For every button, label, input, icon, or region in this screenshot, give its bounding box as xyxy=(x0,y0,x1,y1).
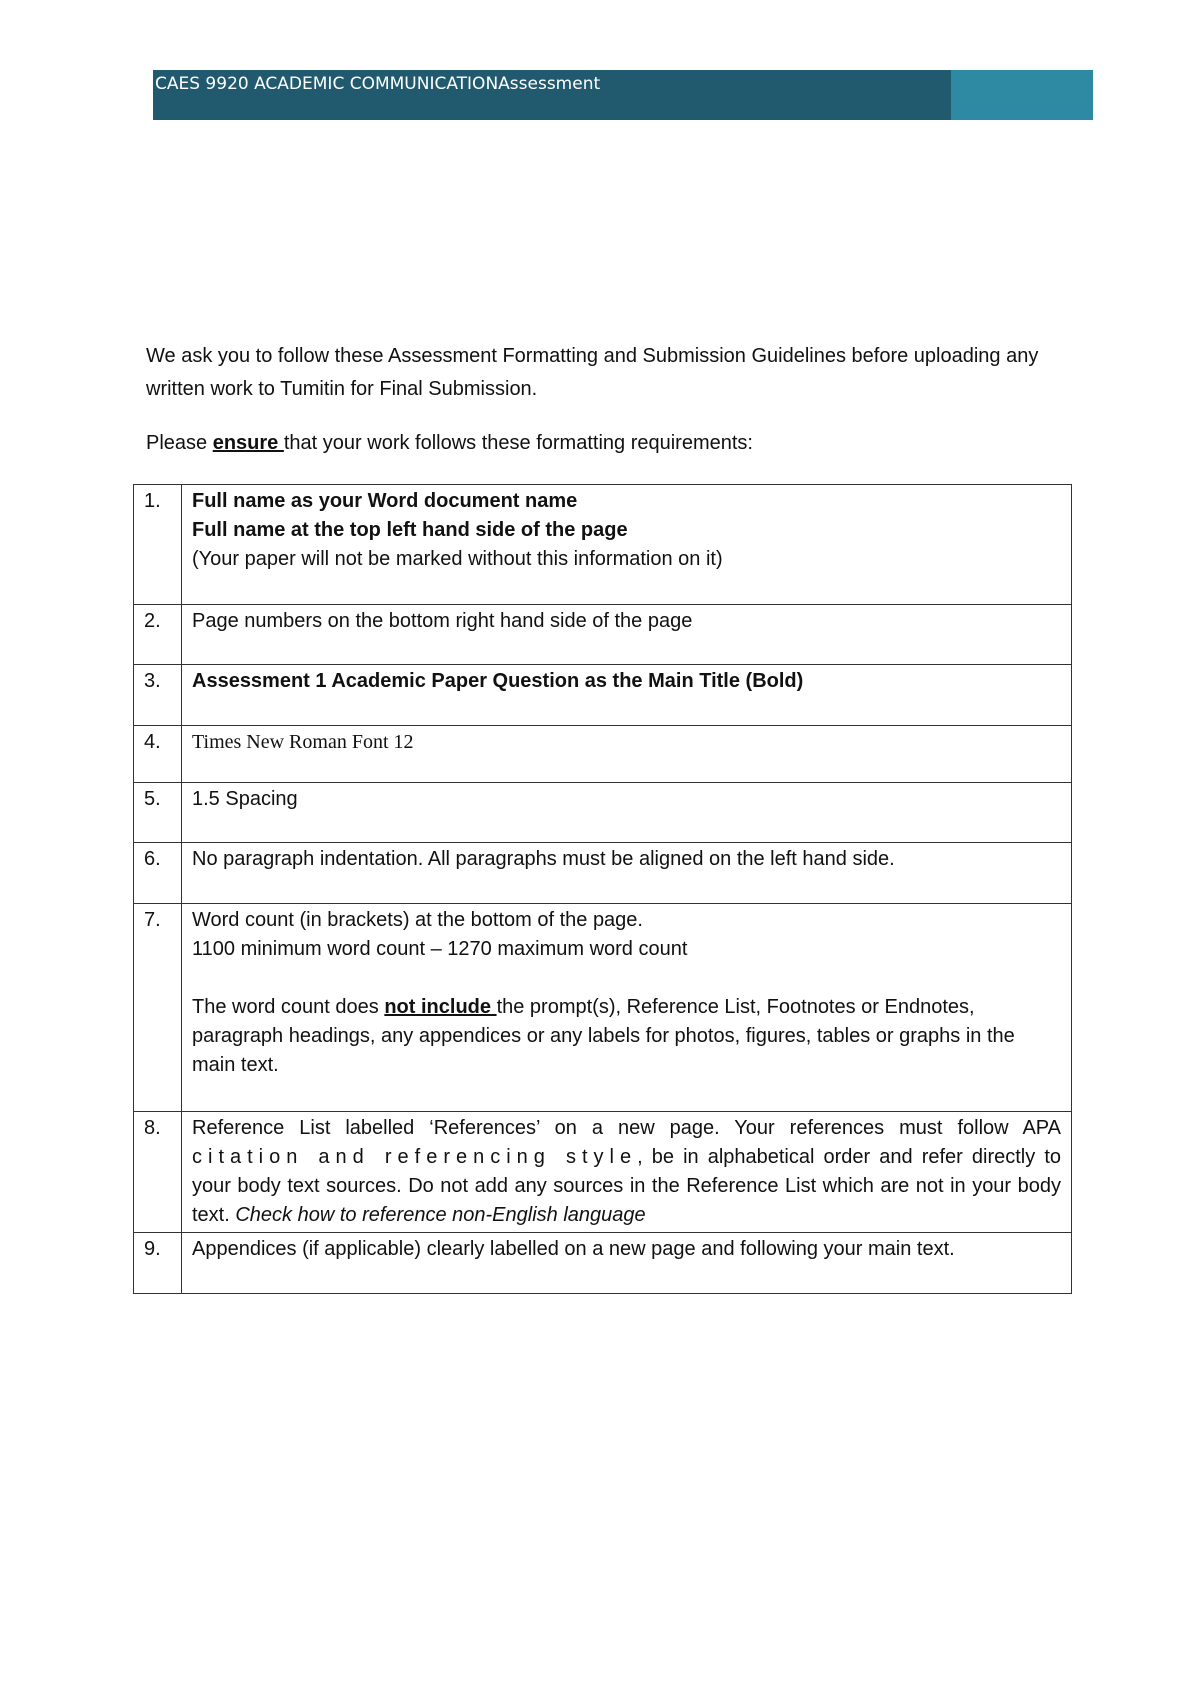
row-number: 9. xyxy=(134,1233,182,1294)
table-row xyxy=(134,1233,1072,1294)
row-number: 6. xyxy=(134,843,182,904)
row-number: 5. xyxy=(134,783,182,843)
req-6-text: No paragraph indentation. All paragraphs must be aligned on the left hand side. xyxy=(182,843,1072,904)
table-row xyxy=(134,665,1072,726)
header-bar xyxy=(153,70,951,120)
row-number: 7. xyxy=(134,904,182,1112)
row-number: 4. xyxy=(134,726,182,783)
req-5-text: 1.5 Spacing xyxy=(182,783,1072,843)
requirements-table xyxy=(133,484,1072,1294)
intro-instruction-emphasis: ensure xyxy=(212,432,284,454)
row-content xyxy=(182,904,1072,1112)
req-1-note: (Your paper will not be marked without this information on it) xyxy=(192,548,723,570)
row-content xyxy=(182,1112,1072,1233)
table-row xyxy=(134,605,1072,665)
row-number: 2. xyxy=(134,605,182,665)
req-8-italic: Check how to reference non-English language xyxy=(235,1204,646,1226)
intro-paragraph: We ask you to follow these Assessment Formatting and Submission Guidelines before uploading any written work to Tumitin for Final Submission. xyxy=(146,345,1039,400)
req-7-para-post: the prompt(s), Reference List, Footnotes or Endnotes, paragraph headings, any appendices or any labels for photos, figures, tables or graphs in the main text. xyxy=(192,996,1015,1076)
row-number: 3. xyxy=(134,665,182,726)
intro-instruction-post: that your work follows these formatting requirements: xyxy=(283,432,753,454)
req-7-paragraph xyxy=(192,993,1061,1080)
table-row xyxy=(134,843,1072,904)
intro-instruction-pre: Please xyxy=(146,432,213,454)
req-8-mid: , be in alphabetical order and refer directly to your body text sources. Do not add any sources in the Reference List which are not in your body text. xyxy=(192,1146,1061,1226)
header-title: CAES 9920 ACADEMIC COMMUNICATIONAssessment xyxy=(155,74,601,94)
req-7-para-pre: The word count does xyxy=(192,996,385,1018)
table-row xyxy=(134,1112,1072,1233)
table-row xyxy=(134,783,1072,843)
req-7-line1: Word count (in brackets) at the bottom of the page. xyxy=(192,909,643,931)
row-content xyxy=(182,485,1072,605)
req-9-text: Appendices (if applicable) clearly labelled on a new page and following your main text. xyxy=(182,1233,1072,1294)
row-number: 8. xyxy=(134,1112,182,1233)
req-8-pre: Reference List labelled ‘References’ on a new page. Your references must follow APA xyxy=(192,1117,1061,1139)
req-1-line1: Full name as your Word document name xyxy=(192,490,578,512)
req-2-text: Page numbers on the bottom right hand side of the page xyxy=(182,605,1072,665)
req-7-para-emphasis: not include xyxy=(384,996,497,1018)
req-8-spaced: citation and referencing style xyxy=(192,1146,638,1168)
intro-section xyxy=(146,340,1046,460)
req-3-text: Assessment 1 Academic Paper Question as the Main Title (Bold) xyxy=(182,665,1072,726)
req-1-line2: Full name at the top left hand side of the page xyxy=(192,519,628,541)
intro-instruction xyxy=(146,427,1046,460)
req-7-line2: 1100 minimum word count – 1270 maximum word count xyxy=(192,938,688,960)
table-row xyxy=(134,726,1072,783)
header-accent-block xyxy=(951,70,1093,120)
row-number: 1. xyxy=(134,485,182,605)
req-4-text: Times New Roman Font 12 xyxy=(182,726,1072,783)
table-row xyxy=(134,485,1072,605)
table-row xyxy=(134,904,1072,1112)
